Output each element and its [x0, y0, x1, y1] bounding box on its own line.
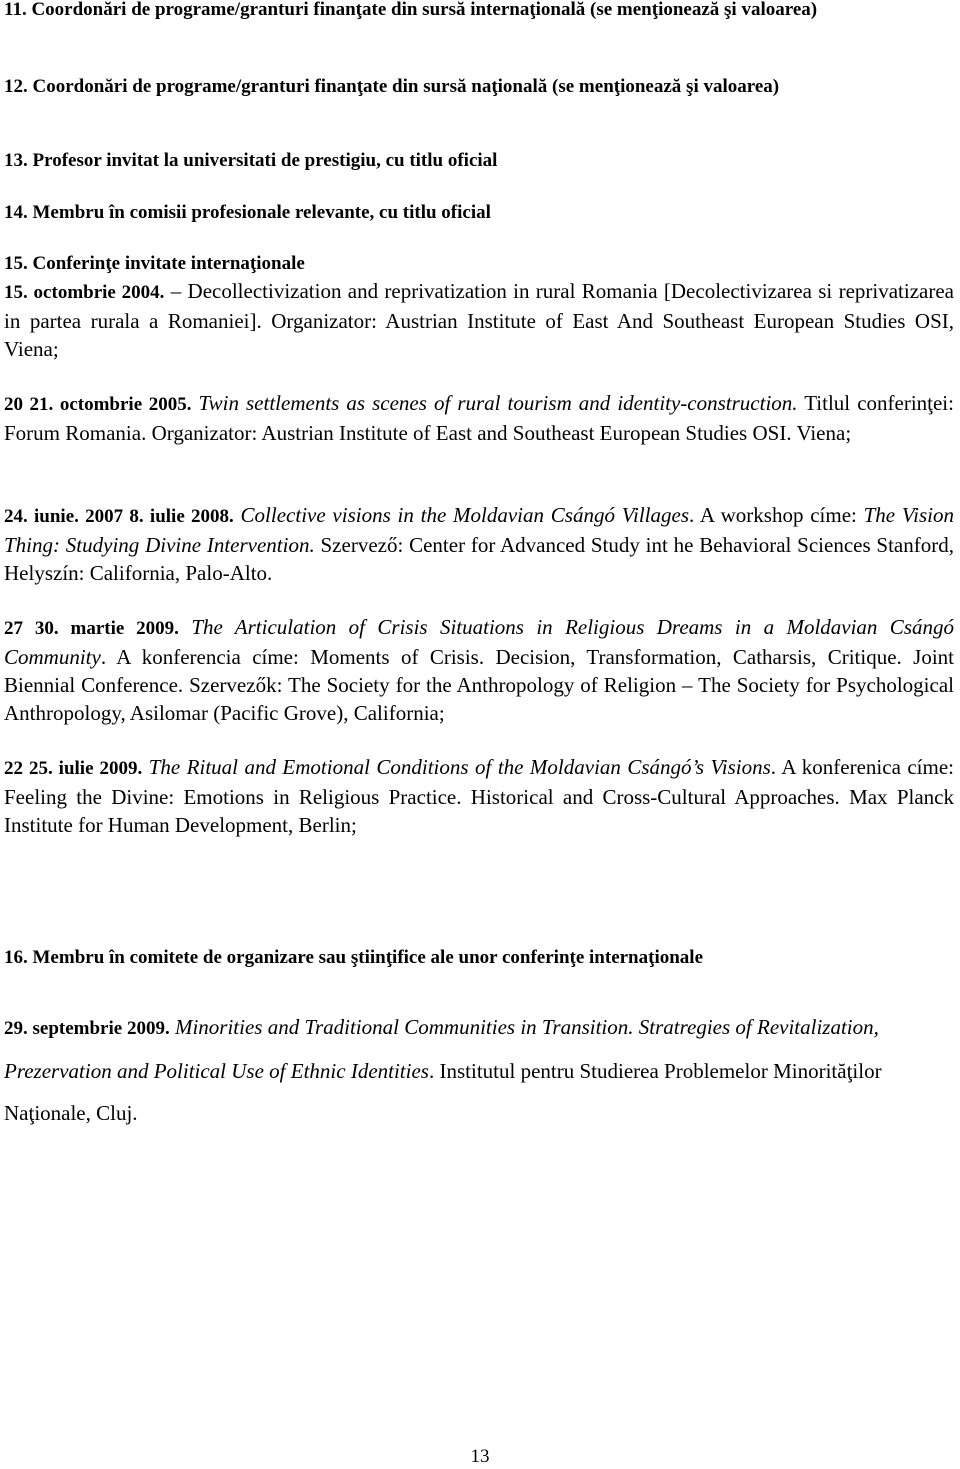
entry-title: The Ritual and Emotional Conditions of the Moldavian Csángó’s Visions	[142, 755, 771, 779]
heading-14: 14. Membru în comisii profesionale relevante, cu titlu oficial	[4, 202, 491, 223]
heading-11: 11. Coordonări de programe/granturi finanţate din sursă internaţională (se menţionează şi valoarea)	[4, 0, 818, 20]
page-number: 13	[470, 1446, 490, 1467]
entry-date: 22 25. iulie 2009.	[4, 758, 143, 779]
entry-date: 24. iunie. 2007 8. iulie 2008.	[4, 506, 234, 527]
entry-text: . A konferenica címe: Feeling the Divine: Emotions in Religious Practice. Historical and Cross-Cultural Approaches. Max Planck Institute for Human Development, Berlin;	[4, 755, 954, 837]
entry-title: The Articulation of Crisis Situations in Religious Dreams in a Moldavian Csángó Community	[4, 615, 954, 669]
entry-title: Minorities and Traditional Communities in Transition. Stratregies of Revitalization, Prezervation and Political Use of Ethnic Identities	[4, 1015, 879, 1083]
conference-entry-2005	[4, 389, 954, 447]
entry-title: Twin settlements as scenes of rural tourism and identity-construction.	[191, 391, 798, 415]
entry-date: 15. octombrie 2004.	[4, 282, 165, 303]
entry-text-rest: Szervező: Center for Advanced Study int he Behavioral Sciences Stanford, Helyszín: California, Palo-Alto.	[4, 533, 954, 585]
committee-entry	[4, 1006, 904, 1134]
conference-entry-2004	[4, 277, 954, 363]
entry-text: . A konferencia címe: Moments of Crisis. Decision, Transformation, Catharsis, Critique. Joint Biennial Conference. Szervezők: The Society for the Anthropology of Religion – The Society for Psychological Anthropology, Asilomar (Pacific Grove), California;	[4, 645, 954, 725]
entry-title-2: The Vision Thing: Studying Divine Intervention.	[4, 503, 954, 557]
entry-date: 29. septembrie 2009.	[4, 1018, 170, 1039]
heading-12: 12. Coordonări de programe/granturi finanţate din sursă naţională (se menţionează şi valoarea)	[4, 76, 780, 97]
entry-text: . Institutul pentru Studierea Problemelor Minorităţilor Naţionale, Cluj.	[4, 1059, 882, 1125]
heading-16: 16. Membru în comitete de organizare sau ştiinţifice ale unor conferinţe internaţionale	[4, 947, 704, 968]
conference-entry-2009-july	[4, 753, 954, 839]
entry-title: Collective visions in the Moldavian Csángó Villages	[233, 503, 689, 527]
heading-13: 13. Profesor invitat la universitati de prestigiu, cu titlu oficial	[4, 150, 498, 171]
entry-text: . A workshop címe:	[689, 503, 864, 527]
entry-date: 27 30. martie 2009.	[4, 618, 179, 639]
entry-date: 20 21. octombrie 2005.	[4, 394, 192, 415]
conference-entry-2007	[4, 501, 954, 587]
entry-text: – Decollectivization and reprivatization in rural Romania [Decolectivizarea si reprivatizarea in partea rurala a Romaniei]. Organizator: Austrian Institute of East And Southeast European Studies OSI, Viena;	[4, 279, 954, 361]
conference-entry-2009-march	[4, 613, 954, 727]
entry-text: Titlul conferinţei: Forum Romania. Organizator: Austrian Institute of East and Southeast European Studies OSI. Viena;	[4, 391, 954, 445]
heading-15: 15. Conferinţe invitate internaţionale	[4, 253, 305, 274]
